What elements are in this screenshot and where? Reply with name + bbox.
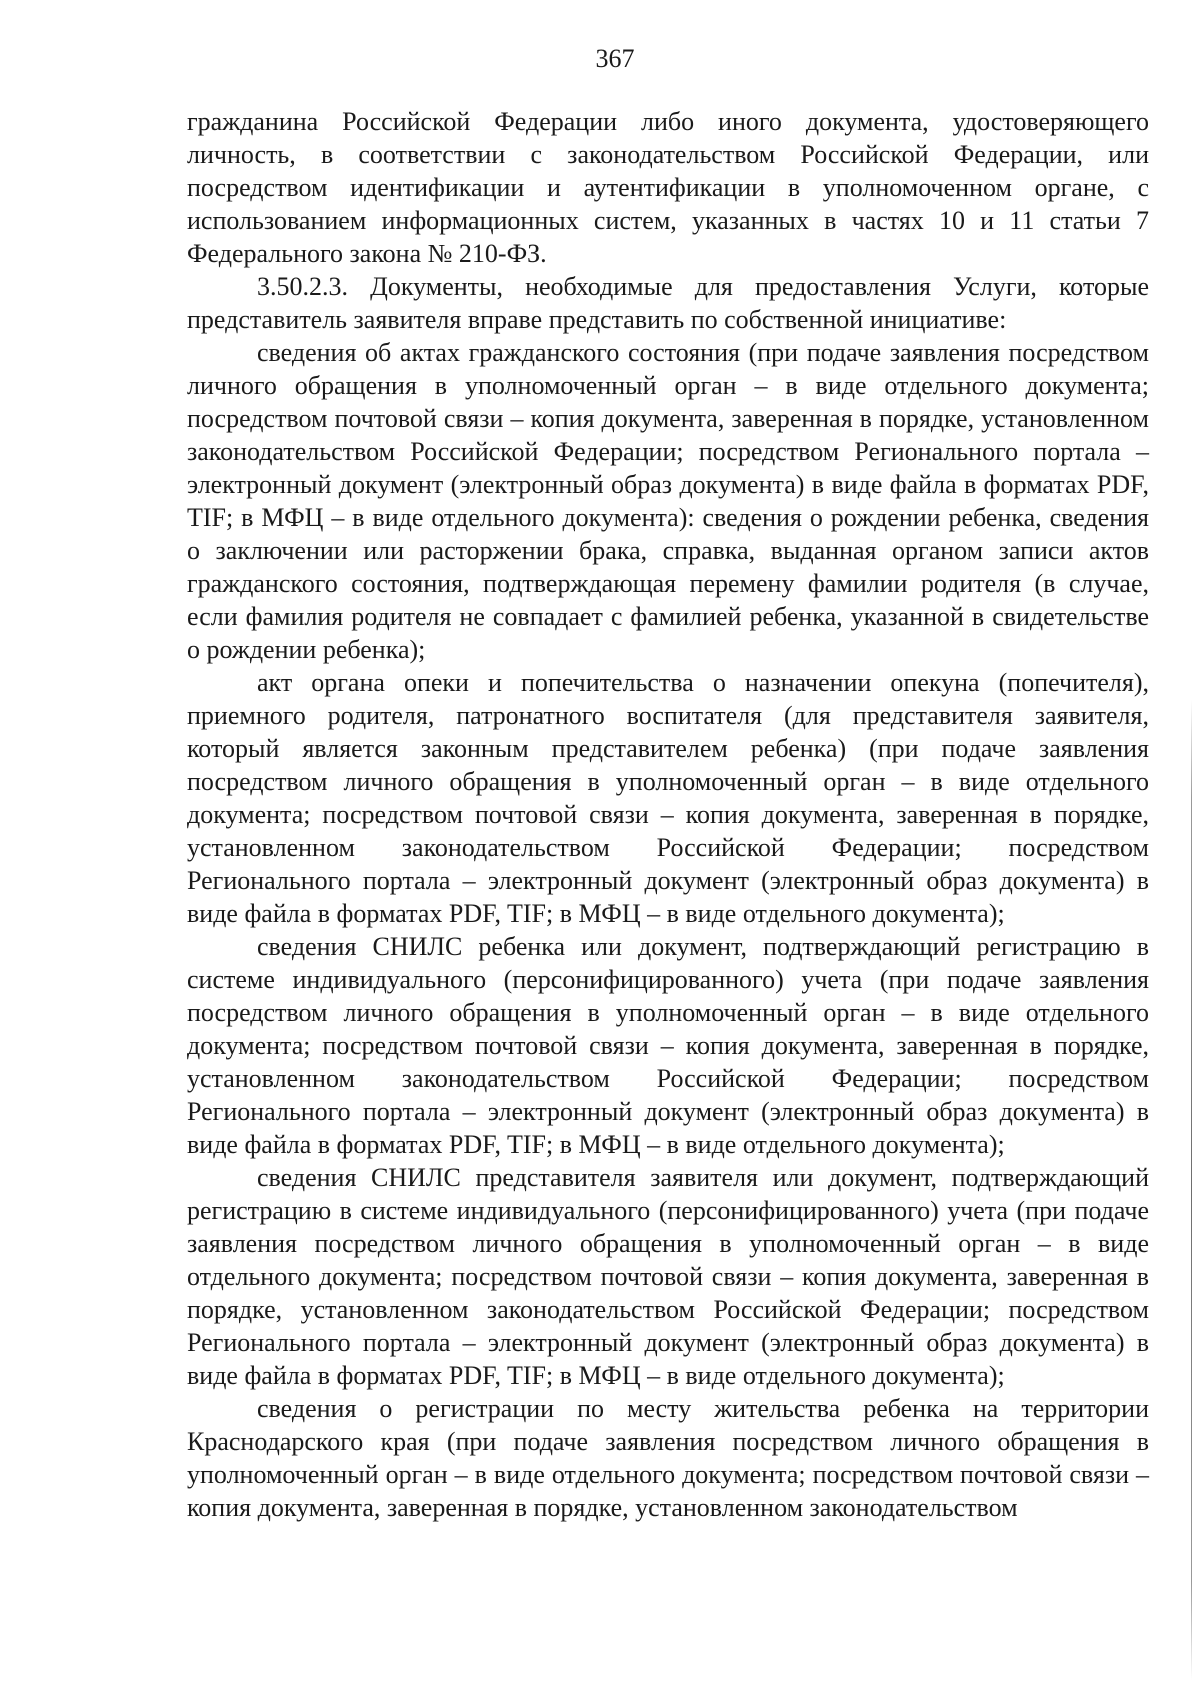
document-body bbox=[187, 105, 1149, 1524]
paragraph-section-3-50-2-3: 3.50.2.3. Документы, необходимые для предоставления Услуги, которые представитель заявителя вправе представить по собственной инициативе: bbox=[187, 272, 1149, 334]
paragraph-guardianship-act: акт органа опеки и попечительства о назначении опекуна (попечителя), приемного родителя, патронатного воспитателя (для представителя заявителя, который является законным представителем ребенка) (при подаче заявления посредством личного обращения в уполномоченный орган – в виде отдельного документа; посредством почтовой связи – копия документа, заверенная в порядке, установленном законодательством Российской Федерации; посредством Регионального портала – электронный документ (электронный образ документа) в виде файла в форматах PDF, TIF; в МФЦ – в виде отдельного документа); bbox=[187, 668, 1149, 928]
paragraph-child-snils: сведения СНИЛС ребенка или документ, подтверждающий регистрацию в системе индивидуального (персонифицированного) учета (при подаче заявления посредством личного обращения в уполномоченный орган – в виде отдельного документа; посредством почтовой связи – копия документа, заверенная в порядке, установленном законодательством Российской Федерации; посредством Регионального портала – электронный документ (электронный образ документа) в виде файла в форматах PDF, TIF; в МФЦ – в виде отдельного документа); bbox=[187, 932, 1149, 1159]
paragraph-continuation: гражданина Российской Федерации либо иного документа, удостоверяющего личность, в соответствии с законодательством Российской Федерации, или посредством идентификации и аутентификации в уполномоченном органе, с использованием информационных систем, указанных в частях 10 и 11 статьи 7 Федерального закона № 210-ФЗ. bbox=[187, 107, 1149, 268]
paragraph-representative-snils: сведения СНИЛС представителя заявителя или документ, подтверждающий регистрацию в системе индивидуального (персонифицированного) учета (при подаче заявления посредством личного обращения в уполномоченный орган – в виде отдельного документа; посредством почтовой связи – копия документа, заверенная в порядке, установленном законодательством Российской Федерации; посредством Регионального портала – электронный документ (электронный образ документа) в виде файла в форматах PDF, TIF; в МФЦ – в виде отдельного документа); bbox=[187, 1163, 1149, 1390]
paragraph-civil-status-records: сведения об актах гражданского состояния (при подаче заявления посредством личного обращения в уполномоченный орган – в виде отдельного документа; посредством почтовой связи – копия документа, заверенная в порядке, установленном законодательством Российской Федерации; посредством Регионального портала – электронный документ (электронный образ документа) в виде файла в форматах PDF, TIF; в МФЦ – в виде отдельного документа): сведения о рождении ребенка, сведения о заключении или расторжении брака, справка, выданная органом записи актов гражданского состояния, подтверждающая перемену фамилии родителя (в случае, если фамилия родителя не совпадает с фамилией ребенка, указанной в свидетельстве о рождении ребенка); bbox=[187, 338, 1149, 664]
paragraph-child-registration: сведения о регистрации по месту жительства ребенка на территории Краснодарского края (при подаче заявления посредством личного обращения в уполномоченный орган – в виде отдельного документа; посредством почтовой связи – копия документа, заверенная в порядке, установленном законодательством bbox=[187, 1394, 1149, 1522]
scan-edge-line bbox=[1191, 700, 1192, 1680]
page-number: 367 bbox=[595, 44, 635, 73]
